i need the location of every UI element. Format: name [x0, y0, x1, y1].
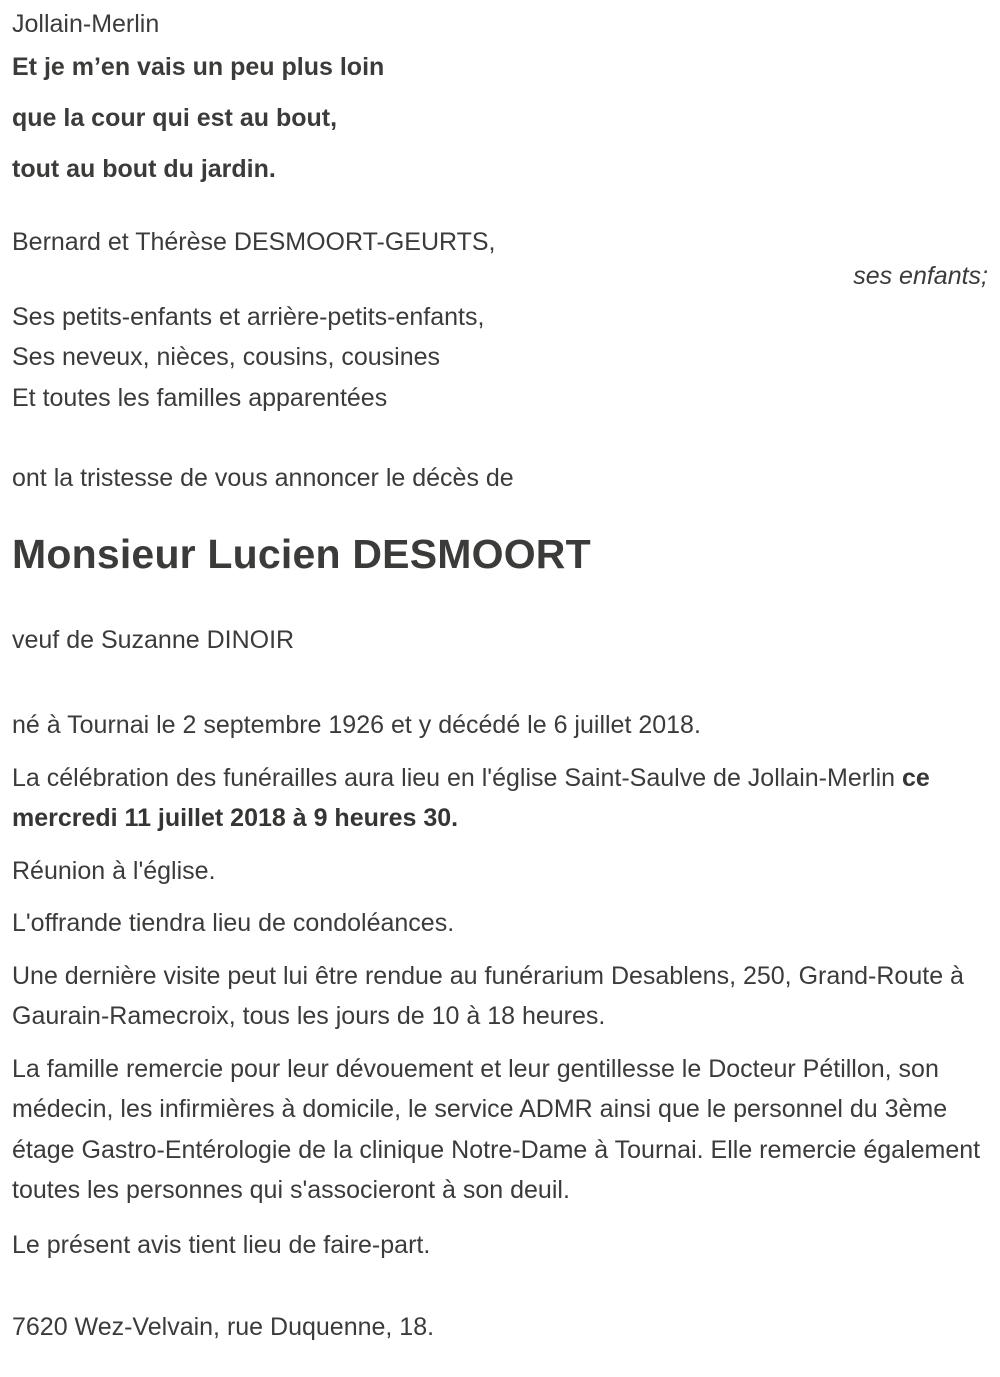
family-relatives: Ses neveux, nièces, cousins, cousines: [12, 343, 441, 372]
meeting-line: Réunion à l'église.: [12, 856, 216, 885]
ceremony-text: La célébration des funérailles aura lieu en l'église Saint-Saulve de Jollain-Merlin: [12, 763, 903, 792]
offering-line: L'offrande tiendra lieu de condoléances.: [12, 909, 455, 938]
ceremony-datetime: ce mercredi 11 juillet 2018 à 9 heures 30.: [12, 763, 930, 833]
address-line: 7620 Wez-Velvain, rue Duquenne, 18.: [12, 1313, 435, 1342]
family-related: Et toutes les familles apparentées: [12, 383, 388, 412]
poem: [12, 53, 988, 184]
notice-line: Le présent avis tient lieu de faire-part.: [12, 1230, 431, 1259]
deceased-name: Monsieur Lucien DESMOORT: [12, 531, 591, 578]
poem-line-1: Et je m’en vais un peu plus loin: [12, 53, 385, 81]
family-section: [12, 226, 988, 418]
thanks-line: La famille remercie pour leur dévouement et leur gentillesse le Docteur Pétillon, son médecin, les infirmières à domicile, le service ADMR ainsi que le personnel du 3ème étage Gastro-Entérologie de la clinique Notre-Dame à Tournai. Elle remercie également toutes les personnes qui s'associeront à son deuil.: [12, 1054, 981, 1205]
poem-line-2: que la cour qui est au bout,: [12, 104, 338, 132]
widower-line: veuf de Suzanne DINOIR: [12, 626, 295, 655]
announcement-line: ont la tristesse de vous annoncer le décès de: [12, 464, 514, 493]
family-grandchildren: Ses petits-enfants et arrière-petits-enfants,: [12, 302, 485, 331]
details-section: [12, 705, 988, 1265]
family-parents-role: ses enfants;: [853, 261, 988, 290]
visit-line: Une dernière visite peut lui être rendue au funérarium Desablens, 250, Grand-Route à Gaurain-Ramecroix, tous les jours de 10 à 18 heures.: [12, 961, 964, 1031]
poem-line-3: tout au bout du jardin.: [12, 155, 276, 183]
family-parents: Bernard et Thérèse DESMOORT-GEURTS,: [12, 228, 496, 256]
ceremony-line: [12, 758, 988, 839]
location-line: Jollain-Merlin: [12, 10, 160, 38]
birth-death-line: né à Tournai le 2 septembre 1926 et y décédé le 6 juillet 2018.: [12, 711, 701, 740]
